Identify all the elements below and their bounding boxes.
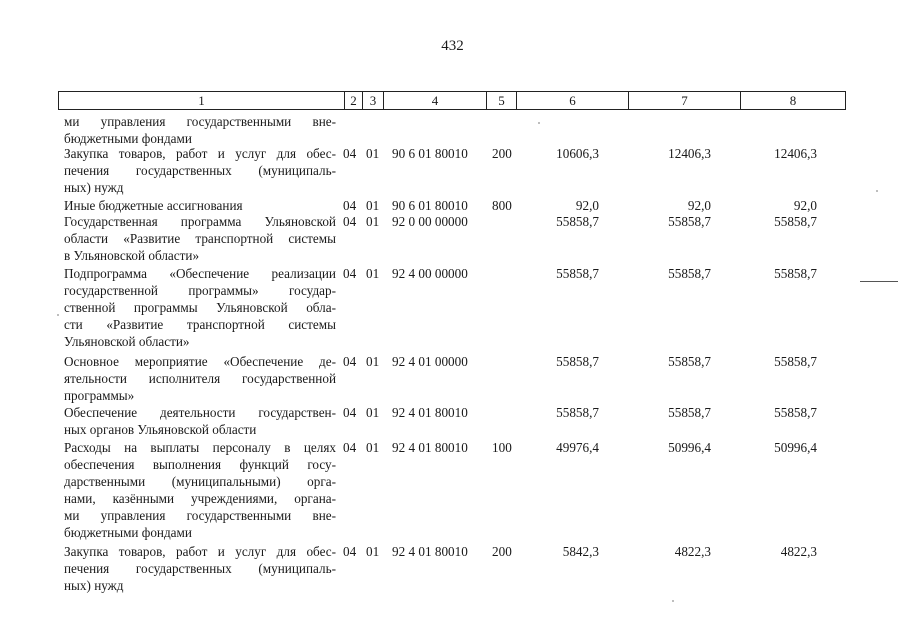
cell-col-6: 55858,7 [556,405,599,420]
cell-col-3: 01 [366,440,380,455]
row-description-line: печения государственных (муниципаль- [64,163,336,178]
row-description [64,145,336,196]
row-description-line: Основное мероприятие «Обеспечение де- [64,354,336,369]
cell-col-3: 01 [366,214,380,229]
cell-col-3: 01 [366,354,380,369]
cell-col-8: 55858,7 [774,214,817,229]
row-description-line: ятельности исполнителя государственной [64,371,336,386]
cell-col-2: 04 [343,198,357,213]
cell-col-4: 92 4 01 00000 [392,354,468,369]
cell-col-8: 92,0 [793,198,817,213]
row-description [64,197,336,214]
header-col-5: 5 [486,92,516,109]
cell-col-7: 50996,4 [668,440,711,455]
header-col-7: 7 [628,92,740,109]
cell-col-3: 01 [366,544,380,559]
cell-col-2: 04 [343,214,357,229]
row-description [64,213,336,264]
cell-col-4: 90 6 01 80010 [392,198,468,213]
cell-col-2: 04 [343,405,357,420]
cell-col-8: 50996,4 [774,440,817,455]
row-description-line: нами, казёнными учреждениями, органа- [64,491,336,506]
cell-col-6: 55858,7 [556,354,599,369]
row-description-line: дарственными (муниципальными) орга- [64,474,336,489]
header-col-8: 8 [740,92,845,109]
row-description-line: ми управления государственными вне- [64,508,336,523]
row-description-line: Обеспечение деятельности государствен- [64,405,336,420]
header-col-2: 2 [344,92,362,109]
cell-col-8: 55858,7 [774,354,817,369]
cell-col-7: 55858,7 [668,354,711,369]
cell-col-4: 92 4 01 80010 [392,440,468,455]
cell-col-8: 55858,7 [774,266,817,281]
row-description-line: ных) нужд [64,578,124,593]
cell-col-7: 12406,3 [668,146,711,161]
cell-col-7: 92,0 [687,198,711,213]
row-description [64,113,336,147]
cell-col-2: 04 [343,146,357,161]
cell-col-2: 04 [343,544,357,559]
cell-col-7: 55858,7 [668,214,711,229]
cell-col-2: 04 [343,354,357,369]
row-description [64,265,336,350]
row-description-line: программы» [64,388,135,403]
cell-col-5: 100 [492,440,512,455]
row-description-line: бюджетными фондами [64,525,192,540]
cell-col-5: 200 [492,146,512,161]
row-description-line: ми управления государственными вне- [64,114,336,129]
cell-col-3: 01 [366,198,380,213]
scan-dot [876,190,878,192]
row-description-line: Иные бюджетные ассигнования [64,198,243,213]
row-description [64,439,336,541]
table-header [58,91,846,110]
row-description-line: ных органов Ульяновской области [64,422,257,437]
row-description-line: бюджетными фондами [64,131,192,146]
row-description [64,404,336,438]
scan-mark [860,281,898,282]
cell-col-6: 55858,7 [556,266,599,281]
cell-col-7: 55858,7 [668,405,711,420]
header-col-6: 6 [516,92,628,109]
cell-col-4: 92 0 00 00000 [392,214,468,229]
cell-col-3: 01 [366,146,380,161]
cell-col-4: 92 4 01 80010 [392,405,468,420]
row-description-line: ных) нужд [64,180,124,195]
row-description-line: Закупка товаров, работ и услуг для обес- [64,146,336,161]
cell-col-6: 5842,3 [562,544,599,559]
cell-col-2: 04 [343,266,357,281]
row-description-line: государственной программы» государ- [64,283,336,298]
cell-col-4: 92 4 01 80010 [392,544,468,559]
row-description-line: сти «Развитие транспортной системы [64,317,336,332]
cell-col-6: 92,0 [575,198,599,213]
cell-col-7: 4822,3 [674,544,711,559]
row-description-line: печения государственных (муниципаль- [64,561,336,576]
page-number: 432 [441,38,464,54]
row-description-line: в Ульяновской области» [64,248,200,263]
cell-col-4: 92 4 00 00000 [392,266,468,281]
row-description [64,353,336,404]
row-description-line: Подпрограмма «Обеспечение реализации [64,266,336,281]
scan-dot [672,600,674,602]
cell-col-7: 55858,7 [668,266,711,281]
cell-col-2: 04 [343,440,357,455]
row-description-line: Ульяновской области» [64,334,190,349]
row-description-line: Государственная программа Ульяновской [64,214,336,229]
cell-col-8: 12406,3 [774,146,817,161]
cell-col-4: 90 6 01 80010 [392,146,468,161]
scan-dot [538,122,540,124]
cell-col-8: 4822,3 [780,544,817,559]
cell-col-6: 10606,3 [556,146,599,161]
row-description-line: Закупка товаров, работ и услуг для обес- [64,544,336,559]
row-description-line: Расходы на выплаты персоналу в целях [64,440,336,455]
header-col-3: 3 [362,92,383,109]
header-col-4: 4 [383,92,486,109]
scan-dot [57,314,59,316]
cell-col-5: 200 [492,544,512,559]
cell-col-3: 01 [366,405,380,420]
row-description-line: обеспечения выполнения функций госу- [64,457,336,472]
cell-col-8: 55858,7 [774,405,817,420]
row-description [64,543,336,594]
row-description-line: ственной программы Ульяновской обла- [64,300,336,315]
cell-col-6: 49976,4 [556,440,599,455]
cell-col-6: 55858,7 [556,214,599,229]
row-description-line: области «Развитие транспортной системы [64,231,336,246]
cell-col-5: 800 [492,198,512,213]
header-col-1: 1 [198,93,205,108]
cell-col-3: 01 [366,266,380,281]
